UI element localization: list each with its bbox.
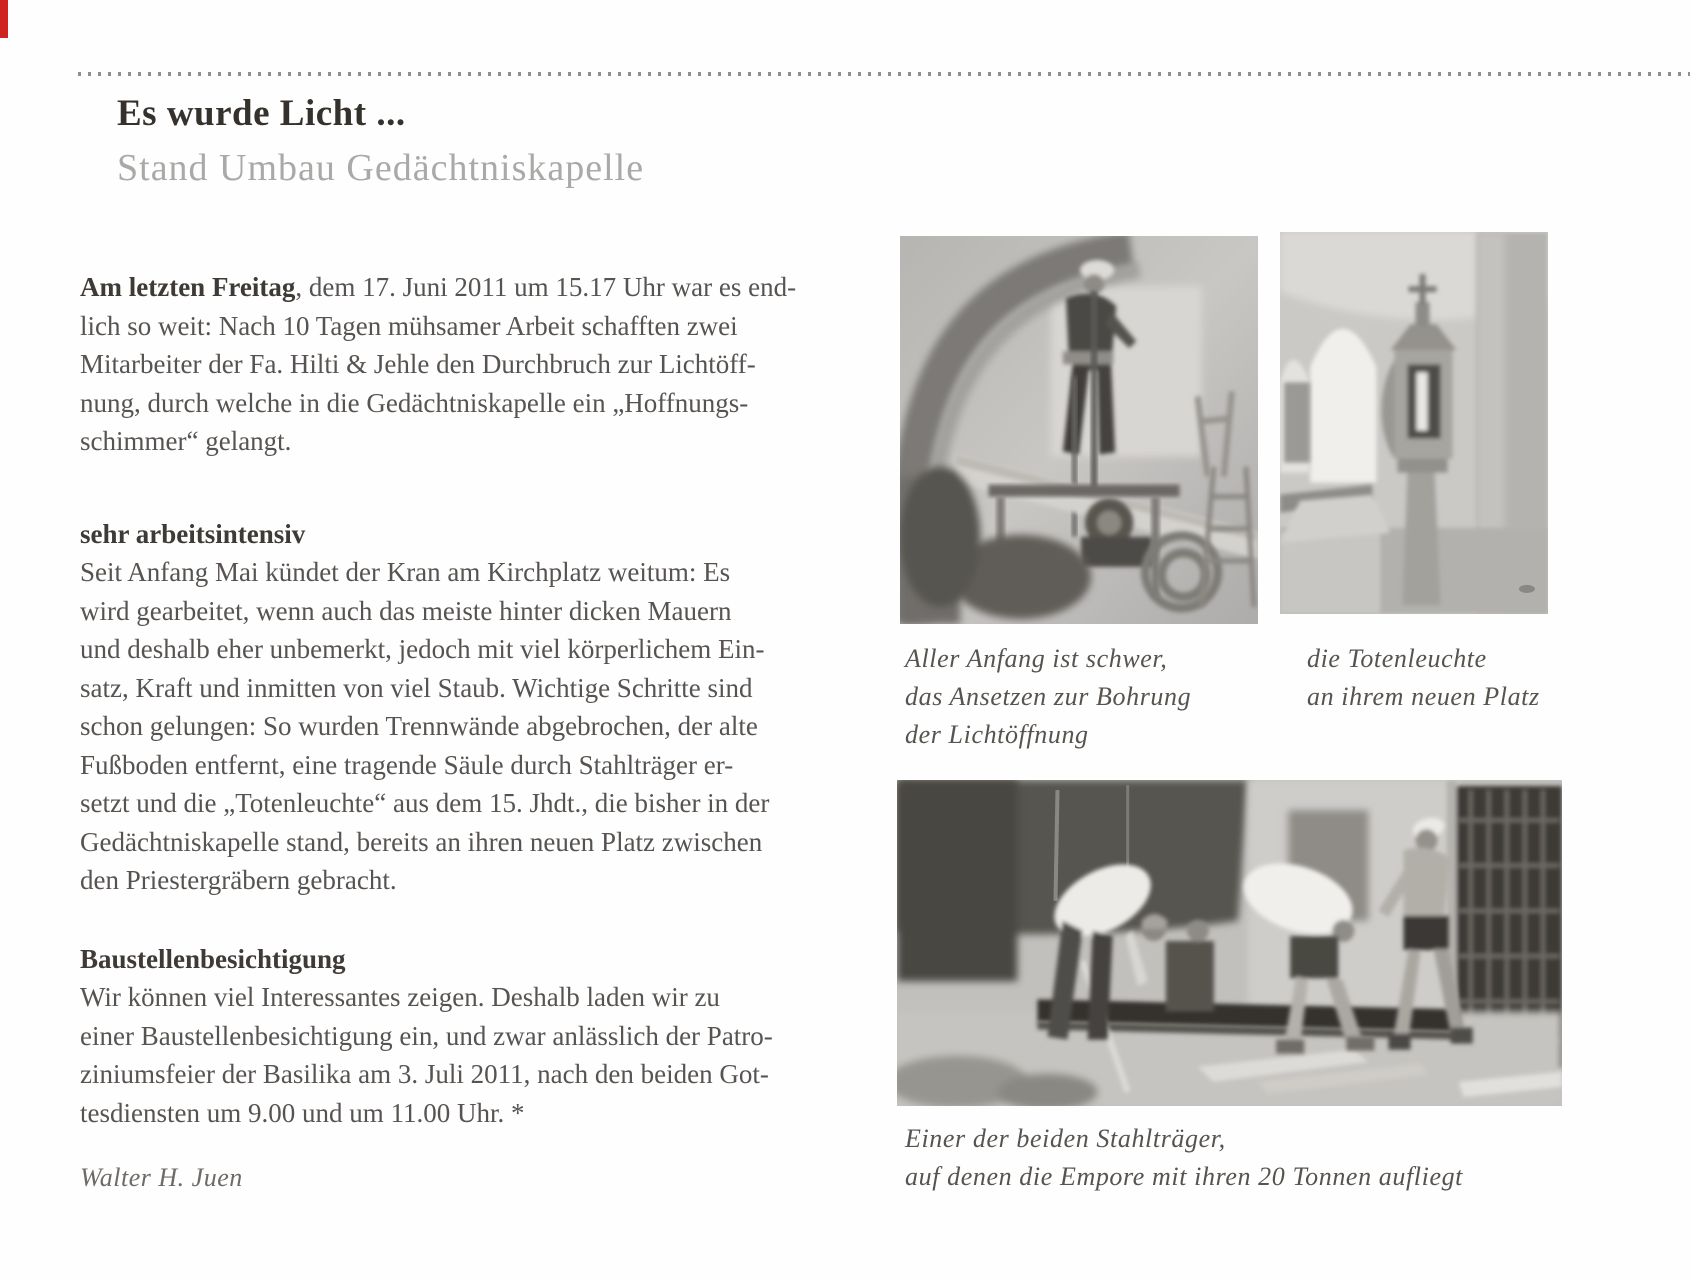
figure-steel-beam [897, 780, 1562, 1106]
text-line [80, 268, 822, 307]
caption-drilling [905, 640, 1285, 754]
figure-drilling [900, 236, 1258, 624]
text-line: setzt und die „Totenleuchte“ aus dem 15. Jhdt., die bisher in der [80, 788, 770, 818]
text-line: schon gelungen: So wurden Trennwände abgebrochen, der alte [80, 711, 758, 741]
section-heading-baustellenbesichtigung: Baustellenbesichtigung [80, 943, 346, 974]
text-line: den Priestergräbern gebracht. [80, 865, 397, 895]
photo-drilling-image [900, 236, 1258, 624]
article-title: Es wurde Licht ... [117, 93, 406, 134]
text-line: einer Baustellenbesichtigung ein, und zwar anlässlich der Patro- [80, 1020, 773, 1051]
text-line: an ihrem neuen Platz [1307, 682, 1540, 711]
paragraph-baustellenbesichtigung [80, 978, 822, 1132]
text-line: Wir können viel Interessantes zeigen. Deshalb laden wir zu [80, 982, 720, 1012]
text-line: Einer der beiden Stahlträger, [905, 1124, 1226, 1153]
caption-totenleuchte [1307, 640, 1647, 716]
text-line: Fußboden entfernt, eine tragende Säule durch Stahlträger er- [80, 749, 734, 780]
paragraph-intro-lines [80, 307, 822, 461]
lead-phrase: Am letzten Freitag [80, 272, 296, 302]
text-line: wird gearbeitet, wenn auch das meiste hinter dicken Mauern [80, 595, 732, 626]
text-line: die Totenleuchte [1307, 644, 1487, 673]
text-line: nung, durch welche in die Gedächtniskapelle ein „Hoffnungs- [80, 387, 749, 418]
text-line: Seit Anfang Mai kündet der Kran am Kirchplatz weitum: Es [80, 557, 731, 587]
text-line: satz, Kraft und inmitten von viel Staub. Wichtige Schritte sind [80, 672, 753, 703]
text-line: Gedächtniskapelle stand, bereits an ihren neuen Platz zwischen [80, 826, 763, 857]
photo-totenleuchte-image [1280, 232, 1548, 614]
section-heading-arbeitsintensiv: sehr arbeitsintensiv [80, 518, 306, 549]
figure-totenleuchte [1280, 232, 1548, 614]
text-line: ziniumsfeier der Basilika am 3. Juli 2011, nach den beiden Got- [80, 1059, 769, 1089]
text-line: lich so weit: Nach 10 Tagen mühsamer Arbeit schafften zwei [80, 310, 738, 341]
page-edge-red-mark [0, 0, 8, 38]
text-line: Aller Anfang ist schwer, [905, 644, 1168, 673]
lead-rest: , dem 17. Juni 2011 um 15.17 Uhr war es end- [295, 272, 797, 302]
text-line: Mitarbeiter der Fa. Hilti & Jehle den Durchbruch zur Lichtöff- [80, 349, 756, 379]
text-line: der Lichtöffnung [905, 720, 1089, 749]
article-body-column [80, 268, 822, 1198]
paragraph-intro [80, 268, 822, 461]
paragraph-arbeitsintensiv [80, 553, 822, 900]
text-line: auf denen die Empore mit ihren 20 Tonnen aufliegt [905, 1162, 1464, 1191]
text-line: schimmer“ gelangt. [80, 426, 292, 456]
article-subtitle: Stand Umbau Gedächtniskapelle [117, 147, 645, 189]
caption-steel-beam [905, 1120, 1565, 1196]
text-line: das Ansetzen zur Bohrung [905, 682, 1192, 711]
text-line: tesdiensten um 9.00 und um 11.00 Uhr. * [80, 1097, 525, 1128]
author-byline: Walter H. Juen [80, 1163, 243, 1192]
dotted-divider [78, 72, 1690, 76]
photo-steel-beam-image [897, 780, 1562, 1106]
text-line: und deshalb eher unbemerkt, jedoch mit viel körperlichem Ein- [80, 634, 765, 664]
